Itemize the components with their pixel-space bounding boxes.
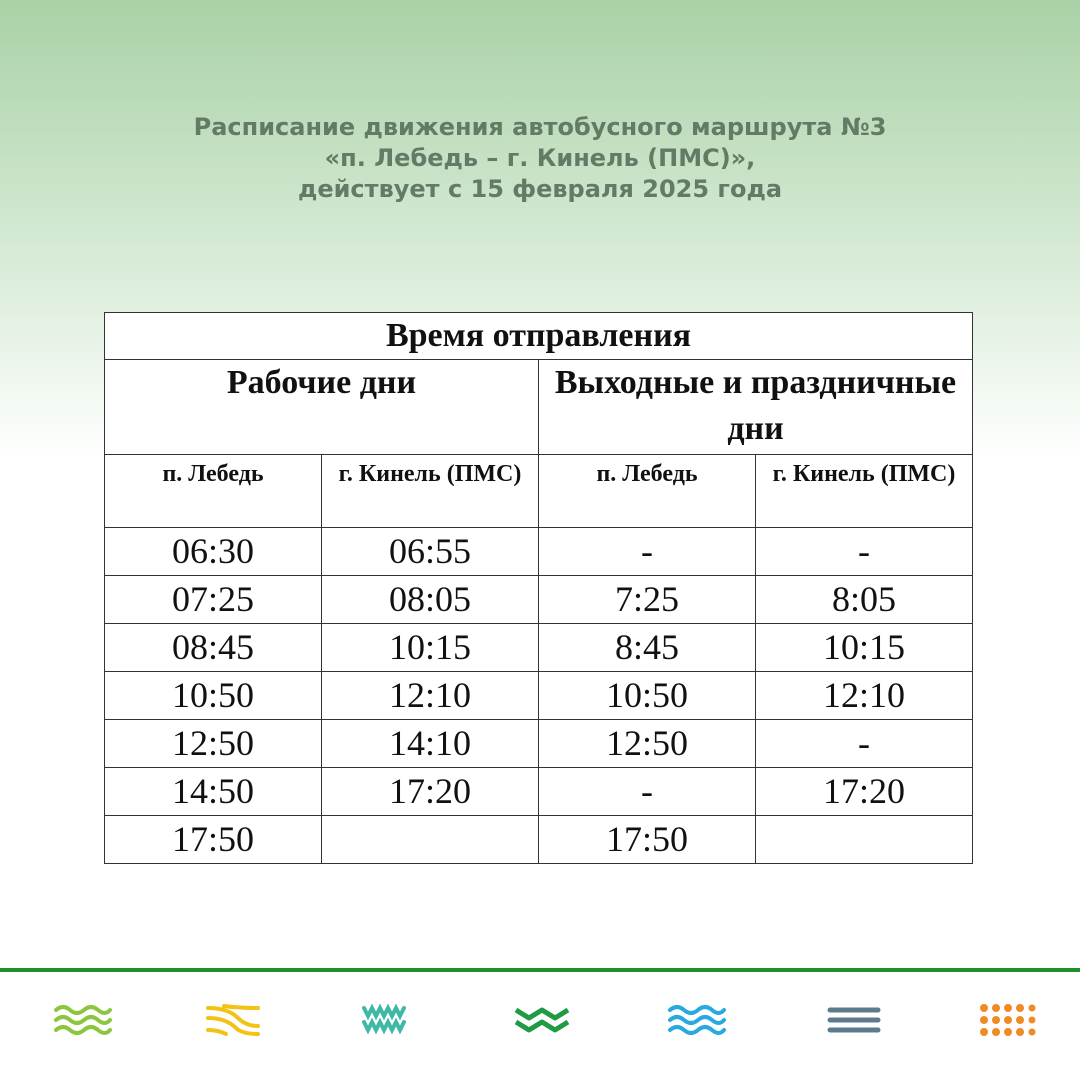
light-green-waves-icon [52, 1000, 112, 1040]
time-cell: 12:10 [322, 672, 539, 720]
green-chevron-icon [512, 1000, 572, 1040]
schedule-table [104, 312, 973, 864]
table-row [105, 720, 973, 768]
weekends-header: Выходные и праздничные дни [539, 360, 973, 455]
page-title [0, 112, 1080, 205]
time-cell: - [756, 720, 973, 768]
time-cell: 17:50 [105, 816, 322, 864]
column-header: г. Кинель (ПМС) [322, 455, 539, 528]
time-cell: 14:10 [322, 720, 539, 768]
weekdays-header: Рабочие дни [105, 360, 539, 455]
time-cell: 17:20 [322, 768, 539, 816]
table-row [105, 576, 973, 624]
title-line-2: «п. Лебедь – г. Кинель (ПМС)», [324, 144, 756, 172]
time-cell: 12:50 [539, 720, 756, 768]
time-cell: 17:50 [539, 816, 756, 864]
column-header: г. Кинель (ПМС) [756, 455, 973, 528]
table-row [105, 624, 973, 672]
departure-time-header: Время отправления [105, 313, 973, 360]
time-cell: - [539, 768, 756, 816]
time-cell: 07:25 [105, 576, 322, 624]
time-cell: 08:05 [322, 576, 539, 624]
table-row [105, 672, 973, 720]
time-cell: 17:20 [756, 768, 973, 816]
time-cell: - [756, 528, 973, 576]
column-header: п. Лебедь [105, 455, 322, 528]
footer-divider [0, 968, 1080, 972]
time-cell [322, 816, 539, 864]
time-cell: 7:25 [539, 576, 756, 624]
time-cell: 08:45 [105, 624, 322, 672]
time-cell: 10:50 [105, 672, 322, 720]
time-cell: 10:15 [322, 624, 539, 672]
time-cell: 10:50 [539, 672, 756, 720]
teal-zigzag-icon [358, 1000, 418, 1040]
time-cell: 8:45 [539, 624, 756, 672]
time-cell: 12:10 [756, 672, 973, 720]
table-row [105, 816, 973, 864]
slate-bars-icon [824, 1000, 884, 1040]
time-cell: - [539, 528, 756, 576]
table-row [105, 768, 973, 816]
blue-waves-icon [666, 1000, 726, 1040]
time-cell: 06:30 [105, 528, 322, 576]
time-cell: 06:55 [322, 528, 539, 576]
title-line-1: Расписание движения автобусного маршрута №3 [193, 113, 887, 141]
yellow-field-rows-icon [204, 1000, 264, 1040]
time-cell: 12:50 [105, 720, 322, 768]
orange-dots-icon [976, 1000, 1036, 1040]
table-row [105, 528, 973, 576]
time-cell: 10:15 [756, 624, 973, 672]
title-line-3: действует с 15 февраля 2025 года [297, 175, 783, 203]
footer-icon-row [0, 1000, 1080, 1040]
time-cell: 8:05 [756, 576, 973, 624]
time-cell [756, 816, 973, 864]
time-cell: 14:50 [105, 768, 322, 816]
column-header: п. Лебедь [539, 455, 756, 528]
